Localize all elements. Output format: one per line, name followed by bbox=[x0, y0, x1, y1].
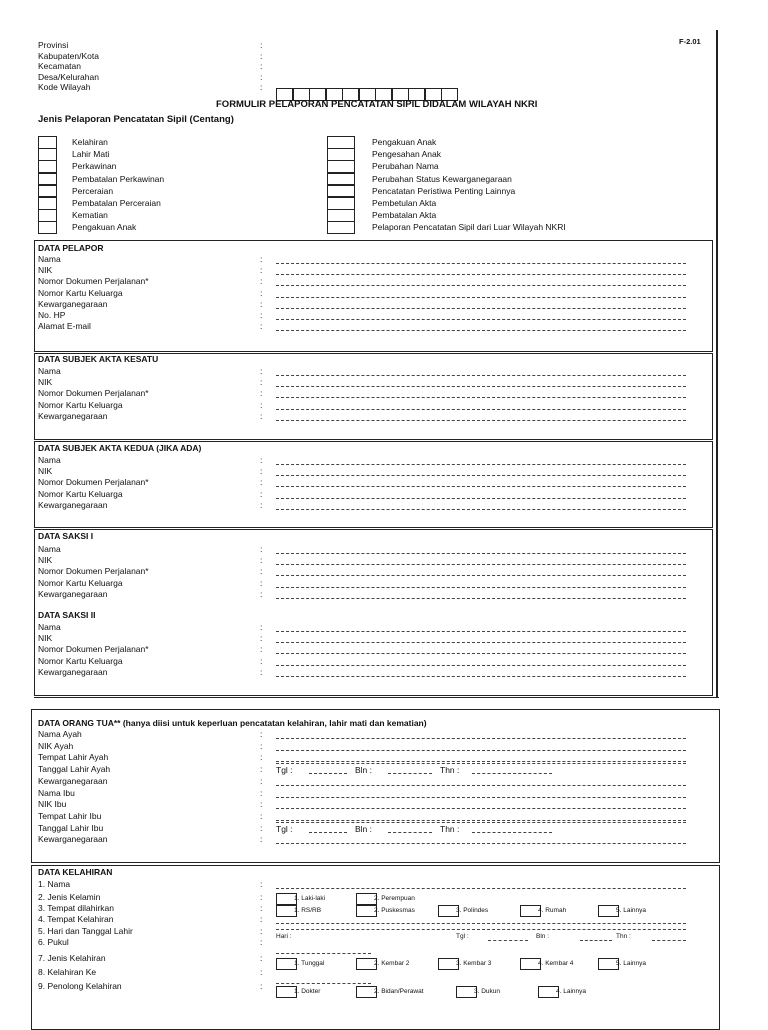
jenis-checkbox-right[interactable] bbox=[327, 160, 355, 173]
field-label: 8. Kelahiran Ke bbox=[38, 967, 97, 977]
field-label: Nomor Dokumen Perjalanan* bbox=[38, 276, 149, 287]
jenis-label-right: Pembatalan Akta bbox=[372, 210, 437, 221]
field-input-line[interactable] bbox=[276, 285, 686, 286]
jenis-checkbox-left[interactable] bbox=[38, 209, 57, 222]
field-label: Kewarganegaraan bbox=[38, 298, 108, 309]
tgl-line[interactable] bbox=[488, 940, 528, 941]
colon: : bbox=[260, 310, 263, 320]
colon: : bbox=[260, 287, 263, 298]
colon: : bbox=[260, 892, 263, 902]
jenis-label-right: Pencatatan Peristiwa Penting Lainnya bbox=[372, 185, 516, 196]
colon: : bbox=[260, 50, 263, 61]
option-label: 3. Dukun bbox=[474, 988, 501, 995]
jenis-checkbox-right[interactable] bbox=[327, 221, 355, 234]
option-label: 1. RS/RB bbox=[294, 907, 322, 914]
jenis-label-left: Perceraian bbox=[72, 185, 114, 196]
field-input-line[interactable] bbox=[276, 397, 686, 398]
field-input-line[interactable] bbox=[276, 843, 686, 844]
section-ortu bbox=[31, 709, 720, 863]
jenis-label-right: Pengesahan Anak bbox=[372, 149, 442, 160]
form-code: F-2.01 bbox=[679, 37, 701, 46]
colon: : bbox=[260, 740, 263, 751]
colon: : bbox=[260, 477, 263, 488]
jenis-label-left: Kematian bbox=[72, 210, 108, 221]
colon: : bbox=[260, 388, 263, 399]
colon: : bbox=[260, 577, 263, 588]
option-label: 3. Polindes bbox=[456, 907, 489, 914]
field-label: 4. Tempat Kelahiran bbox=[38, 914, 114, 924]
jenis-checkbox-left[interactable] bbox=[38, 136, 57, 149]
field-label: Nomor Kartu Keluarga bbox=[38, 488, 123, 499]
field-input-line[interactable] bbox=[276, 330, 686, 331]
section-saksi bbox=[34, 529, 713, 696]
field-label: Nomor Kartu Keluarga bbox=[38, 655, 123, 666]
thn-line[interactable] bbox=[652, 940, 686, 941]
field-input-line[interactable] bbox=[276, 498, 686, 499]
colon: : bbox=[260, 276, 263, 287]
section-title: DATA KELAHIRAN bbox=[38, 867, 113, 877]
option-label: 5. Lainnya bbox=[616, 960, 646, 967]
field-label: NIK bbox=[38, 265, 53, 276]
colon: : bbox=[260, 764, 263, 775]
section-title: DATA ORANG TUA** (hanya diisi untuk keperluan pencatatan kelahiran, lahir mati dan kematian) bbox=[38, 718, 427, 728]
colon: : bbox=[260, 775, 263, 786]
jenis-label-left: Lahir Mati bbox=[72, 149, 110, 160]
field-label: Kewarganegaraan bbox=[38, 588, 108, 599]
colon: : bbox=[260, 40, 263, 50]
colon: : bbox=[260, 967, 263, 977]
option-label: 2. Kembar 2 bbox=[374, 960, 410, 967]
colon: : bbox=[260, 655, 263, 666]
jenis-checkbox-right[interactable] bbox=[327, 197, 355, 210]
field-label: Tempat Lahir Ibu bbox=[38, 810, 102, 821]
field-input-line[interactable] bbox=[276, 738, 686, 739]
jenis-checkbox-right[interactable] bbox=[327, 173, 355, 186]
field-label: Nama bbox=[38, 254, 61, 264]
field-input-line[interactable] bbox=[276, 587, 686, 588]
colon: : bbox=[260, 666, 263, 677]
field-label: Nomor Dokumen Perjalanan* bbox=[38, 388, 149, 399]
field-label: Nama bbox=[38, 366, 61, 376]
header-label: Desa/Kelurahan bbox=[38, 71, 99, 82]
field-input-line[interactable] bbox=[276, 375, 686, 376]
jenis-label-left: Kelahiran bbox=[72, 137, 108, 147]
field-input-line[interactable] bbox=[276, 785, 686, 786]
field-input-line[interactable] bbox=[276, 263, 686, 264]
option-label: 1. Tunggal bbox=[294, 960, 325, 967]
colon: : bbox=[260, 953, 263, 963]
nama-input-line[interactable] bbox=[276, 888, 686, 889]
field-input-line[interactable] bbox=[276, 409, 686, 410]
jenis-checkbox-right[interactable] bbox=[327, 185, 355, 198]
jenis-label-right: Pengakuan Anak bbox=[372, 137, 437, 147]
colon: : bbox=[260, 555, 263, 566]
field-input-line[interactable] bbox=[276, 274, 686, 275]
header-label: Provinsi bbox=[38, 40, 69, 50]
field-label: Kewarganegaraan bbox=[38, 499, 108, 510]
field-label: Kewarganegaraan bbox=[38, 666, 108, 677]
colon: : bbox=[260, 82, 263, 92]
colon: : bbox=[260, 622, 263, 632]
section-title: DATA SAKSI I bbox=[38, 531, 94, 541]
option-label: 4. Rumah bbox=[538, 907, 567, 914]
jenis-checkbox-right[interactable] bbox=[327, 209, 355, 222]
field-label: Nama bbox=[38, 455, 61, 465]
field-label: Nama bbox=[38, 544, 61, 554]
field-label: 5. Hari dan Tanggal Lahir bbox=[38, 926, 133, 936]
field-input-line[interactable] bbox=[276, 420, 686, 421]
colon: : bbox=[260, 914, 263, 924]
jenis-label-left: Pembatalan Perkawinan bbox=[72, 173, 165, 184]
option-label: 2. Bidan/Perawat bbox=[374, 988, 424, 995]
jenis-checkbox-left[interactable] bbox=[38, 160, 57, 173]
thn-line[interactable] bbox=[472, 773, 552, 774]
colon: : bbox=[260, 321, 263, 332]
field-input-line[interactable] bbox=[276, 750, 686, 751]
field-input-line[interactable] bbox=[276, 475, 686, 476]
field-input-line[interactable] bbox=[276, 319, 686, 320]
tempat-kelahiran-line[interactable] bbox=[276, 923, 686, 924]
field-input-line[interactable] bbox=[276, 564, 686, 565]
colon: : bbox=[260, 366, 263, 376]
colon: : bbox=[260, 810, 263, 821]
jenis-checkbox-left[interactable] bbox=[38, 148, 57, 161]
section-title: DATA SUBJEK AKTA KEDUA (JIKA ADA) bbox=[38, 443, 202, 453]
hari-line[interactable] bbox=[276, 929, 686, 930]
colon: : bbox=[260, 71, 263, 82]
header-label: Kecamatan bbox=[38, 61, 81, 71]
field-label: NIK bbox=[38, 377, 53, 388]
jenis-checkbox-left[interactable] bbox=[38, 185, 57, 198]
header-label: Kode Wilayah bbox=[38, 82, 91, 92]
field-label: Nomor Dokumen Perjalanan* bbox=[38, 644, 149, 655]
colon: : bbox=[260, 633, 263, 644]
field-input-line[interactable] bbox=[276, 575, 686, 576]
colon: : bbox=[260, 566, 263, 577]
field-label: Nomor Kartu Keluarga bbox=[38, 287, 123, 298]
field-input-line[interactable] bbox=[276, 509, 686, 510]
field-label: 2. Jenis Kelamin bbox=[38, 892, 101, 902]
colon: : bbox=[260, 787, 263, 798]
option-label: 1. Dokter bbox=[294, 988, 321, 995]
field-label: NIK Ayah bbox=[38, 740, 74, 751]
colon: : bbox=[260, 466, 263, 477]
jenis-heading: Jenis Pelaporan Pencatatan Sipil (Centang) bbox=[38, 114, 234, 125]
field-label: NIK bbox=[38, 555, 53, 566]
jenis-label-left: Pembatalan Perceraian bbox=[72, 198, 161, 208]
field-input-line bbox=[276, 822, 686, 823]
colon: : bbox=[260, 729, 263, 739]
tgl-label: Tgl : bbox=[456, 933, 469, 940]
colon: : bbox=[260, 254, 263, 264]
date-bln: Bln : bbox=[355, 823, 373, 834]
section-kelahiran bbox=[31, 865, 720, 1030]
jenis-label-right: Pembetulan Akta bbox=[372, 198, 437, 208]
field-input-line[interactable] bbox=[276, 808, 686, 809]
option-label: 1. Laki-laki bbox=[294, 895, 326, 902]
field-label: Nama Ayah bbox=[38, 729, 82, 739]
field-input-line[interactable] bbox=[276, 464, 686, 465]
field-input-line[interactable] bbox=[276, 308, 686, 309]
field-label: Nomor Dokumen Perjalanan* bbox=[38, 566, 149, 577]
field-label: Tempat Lahir Ayah bbox=[38, 752, 109, 763]
colon: : bbox=[260, 834, 263, 845]
jenis-checkbox-right[interactable] bbox=[327, 148, 355, 161]
field-input-line[interactable] bbox=[276, 297, 686, 298]
field-label: 3. Tempat dilahirkan bbox=[38, 903, 114, 913]
date-tgl: Tgl : bbox=[276, 823, 293, 834]
field-label: Nomor Dokumen Perjalanan* bbox=[38, 477, 149, 488]
colon: : bbox=[260, 822, 263, 833]
field-label: Kewarganegaraan bbox=[38, 410, 108, 421]
hari-label: Hari : bbox=[276, 933, 292, 940]
page-break-line bbox=[34, 697, 719, 698]
jenis-label-left: Perkawinan bbox=[72, 161, 117, 172]
thn-line[interactable] bbox=[472, 832, 552, 833]
field-input-line[interactable] bbox=[276, 642, 686, 643]
field-label: 6. Pukul bbox=[38, 937, 69, 947]
jenis-checkbox-right[interactable] bbox=[327, 136, 355, 149]
field-label: Tanggal Lahir Ibu bbox=[38, 822, 104, 833]
field-input-line[interactable] bbox=[276, 665, 686, 666]
field-input-line[interactable] bbox=[276, 386, 686, 387]
field-label: NIK bbox=[38, 466, 53, 477]
jenis-checkbox-left[interactable] bbox=[38, 197, 57, 210]
date-thn: Thn : bbox=[440, 823, 460, 834]
colon: : bbox=[260, 903, 263, 913]
bln-line[interactable] bbox=[388, 832, 432, 833]
field-input-line[interactable] bbox=[276, 631, 686, 632]
colon: : bbox=[260, 544, 263, 554]
colon: : bbox=[260, 799, 263, 810]
field-label: Alamat E-mail bbox=[38, 321, 91, 332]
field-label: Nomor Kartu Keluarga bbox=[38, 577, 123, 588]
header-label: Kabupaten/Kota bbox=[38, 50, 99, 61]
field-input-line[interactable] bbox=[276, 598, 686, 599]
colon: : bbox=[260, 61, 263, 71]
section-title: DATA SAKSI II bbox=[38, 610, 96, 620]
bln-label: Bln : bbox=[536, 933, 550, 940]
kelahiran-ke-line[interactable] bbox=[276, 983, 371, 984]
colon: : bbox=[260, 752, 263, 763]
jenis-label-left: Pengakuan Anak bbox=[72, 222, 137, 233]
colon: : bbox=[260, 377, 263, 388]
thn-label: Thn : bbox=[616, 933, 631, 940]
field-label: Nomor Kartu Keluarga bbox=[38, 399, 123, 410]
field-input-line[interactable] bbox=[276, 797, 686, 798]
option-label: 5. Lainnya bbox=[616, 907, 646, 914]
date-tgl: Tgl : bbox=[276, 765, 293, 776]
page-divider-right bbox=[716, 30, 718, 698]
field-label: Nama Ibu bbox=[38, 787, 75, 798]
bln-line[interactable] bbox=[580, 940, 612, 941]
date-thn: Thn : bbox=[440, 765, 460, 776]
field-input-line[interactable] bbox=[276, 553, 686, 554]
field-label: NIK bbox=[38, 633, 53, 644]
bln-line[interactable] bbox=[388, 773, 432, 774]
jenis-checkbox-left[interactable] bbox=[38, 173, 57, 186]
field-label: Nama bbox=[38, 622, 61, 632]
colon: : bbox=[260, 981, 263, 991]
jenis-checkbox-left[interactable] bbox=[38, 221, 57, 234]
page-title: FORMULIR PELAPORAN PENCATATAN SIPIL DIDALAM WILAYAH NKRI bbox=[216, 99, 538, 110]
colon: : bbox=[260, 399, 263, 410]
date-bln: Bln : bbox=[355, 765, 373, 776]
option-label: 2. Puskesmas bbox=[374, 907, 415, 914]
colon: : bbox=[260, 298, 263, 309]
colon: : bbox=[260, 410, 263, 421]
colon: : bbox=[260, 499, 263, 510]
colon: : bbox=[260, 265, 263, 276]
colon: : bbox=[260, 937, 263, 947]
field-label: Tanggal Lahir Ayah bbox=[38, 764, 111, 775]
tgl-line[interactable] bbox=[309, 832, 347, 833]
colon: : bbox=[260, 879, 263, 889]
section-title: DATA SUBJEK AKTA KESATU bbox=[38, 354, 159, 364]
jenis-label-right: Perubahan Status Kewarganegaraan bbox=[372, 173, 512, 184]
colon: : bbox=[260, 926, 263, 936]
field-input-line bbox=[276, 763, 686, 764]
option-label: 4. Lainnya bbox=[556, 988, 586, 995]
field-input-line[interactable] bbox=[276, 486, 686, 487]
field-label: No. HP bbox=[38, 310, 66, 320]
colon: : bbox=[260, 644, 263, 655]
colon: : bbox=[260, 588, 263, 599]
section-title: DATA PELAPOR bbox=[38, 243, 104, 253]
pukul-line[interactable] bbox=[276, 953, 371, 954]
colon: : bbox=[260, 455, 263, 465]
field-label: NIK Ibu bbox=[38, 799, 67, 810]
field-input-line[interactable] bbox=[276, 653, 686, 654]
colon: : bbox=[260, 488, 263, 499]
jenis-label-right: Perubahan Nama bbox=[372, 161, 439, 172]
field-label: 7. Jenis Kelahiran bbox=[38, 953, 106, 963]
option-label: 2. Perempuan bbox=[374, 895, 415, 902]
field-label: 1. Nama bbox=[38, 879, 71, 889]
option-label: 3. Kembar 3 bbox=[456, 960, 492, 967]
field-label: Kewarganegaraan bbox=[38, 775, 108, 786]
field-input-line[interactable] bbox=[276, 676, 686, 677]
option-label: 4. Kembar 4 bbox=[538, 960, 574, 967]
field-label: Kewarganegaraan bbox=[38, 834, 108, 845]
field-label: 9. Penolong Kelahiran bbox=[38, 981, 122, 991]
tgl-line[interactable] bbox=[309, 773, 347, 774]
jenis-label-right: Pelaporan Pencatatan Sipil dari Luar Wilayah NKRI bbox=[372, 222, 566, 233]
